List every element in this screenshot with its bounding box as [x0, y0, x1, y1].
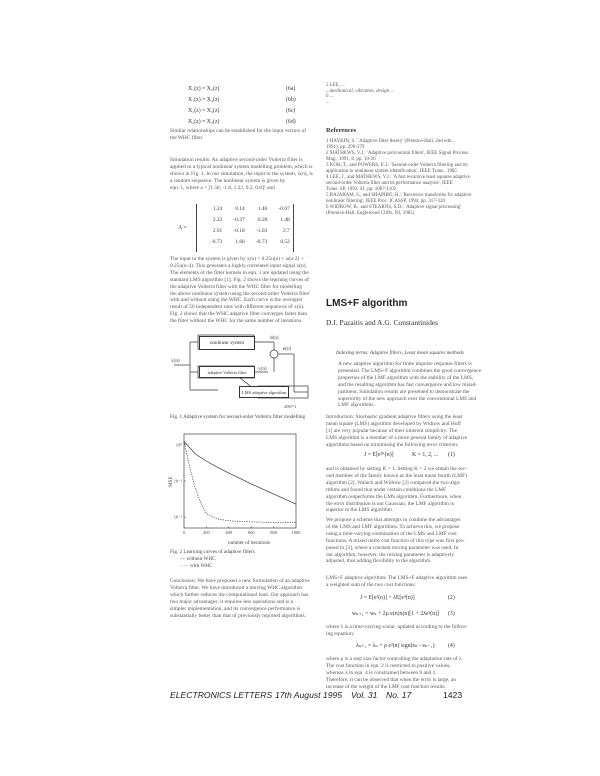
text-line: standard LMS algorithm [1]. Fig. 2 shows the learning curves of	[170, 276, 309, 283]
fig1-caption: Fig. 1 Adaptive system for second-order Volterra filter modelling	[170, 414, 306, 420]
text-line: The cost function in eqn. 2 is restricted to positive values,	[326, 662, 451, 669]
text-line: superior to the LMS algorithm.	[326, 507, 394, 514]
legend-with-whc: ····· with WHC	[180, 563, 213, 569]
text-line: LMS algorithm is a member of a more general family of adaptive	[326, 434, 468, 441]
text-line: which further reduces the computational load. Our approach has	[170, 591, 309, 598]
matrix-cell: 1.24	[212, 206, 223, 212]
input-label: x(n)	[171, 358, 180, 364]
text-line: applied to a typical nonlinear system modelling problem, which is	[170, 163, 313, 170]
reference-line: 1 HAYKIN, S.: 'Adaptive filter theory' (Prentice-Hall, 2nd edn.,	[326, 139, 454, 144]
text-line: functions. A mixed norm cost function of this type was first pro-	[326, 537, 465, 544]
text-line: a random sequence. The nonlinear system is given by	[170, 177, 286, 184]
text-line: the error distribution is not Gaussian, the LMF algorithm is	[326, 500, 454, 507]
text-line: increase of the weight of the LMF cost function results.	[326, 683, 446, 690]
text-line: the filter without the WHC for the same number of iterations.	[170, 318, 303, 325]
top-references	[326, 83, 460, 105]
equation-number: (6a)	[286, 86, 296, 92]
text-line: algorithm outperforms the LMS algorithm. Furthermore, when	[326, 493, 462, 500]
x-tick-label: 600	[247, 530, 255, 535]
text-line: The elements of the filter kernels in eqn. 1 are updated using the	[170, 269, 309, 276]
matrix-label: A =	[178, 225, 187, 231]
equation-2: J = E[e²(n)] + λE[e⁴(n)]	[360, 595, 415, 601]
x-tick-label: 400	[225, 530, 233, 535]
matrix-cell: -0.37	[233, 217, 245, 223]
reference-line: (Prentice-Hall, Englewood Cliffs, NJ, 1985)	[326, 211, 415, 216]
text-line: Similar relationships can be established for the input vectors of	[170, 128, 307, 134]
text-line: superiority of the new approach over the conventional LMS and	[338, 395, 477, 402]
text-line: Fig. 2 shows that the WHC adaptive filter converges faster than	[170, 311, 308, 318]
reference-line: 2 MATHEWS, V.J.: 'Adaptive polynomial filters', IEEE Signal Process.	[326, 151, 470, 156]
text-line: and the resulting algorithm has fast convergence and low misad-	[338, 381, 477, 388]
lmsf-paragraph	[326, 575, 468, 589]
text-line: Simulation results: An adaptive second-order Volterra filter is	[170, 157, 303, 163]
text-line: and is obtained by setting K = 1. Setting K = 2 we obtain the sec-	[326, 466, 467, 472]
x-axis-label: number of iterations	[228, 540, 271, 546]
reference-line: Trans. SP, 1993, 41, pp. 1087-1102	[326, 187, 397, 192]
equation-3: wₙ₊₁ = wₙ + 2μ e(n)x(n)[1 + 2λe²(n)]	[352, 611, 439, 617]
matrix-row	[197, 204, 293, 215]
text-line: The input to the system is given by x(n) = 0.25u(n) + u(n-2) +	[170, 256, 304, 262]
series-without-whc	[184, 441, 296, 504]
matrix-cell: 2.22	[212, 217, 223, 223]
intro-paragraph	[170, 128, 307, 142]
text-line: 0.25u(n-4). This generates a highly correlated input signal x(n).	[170, 262, 307, 269]
text-line: algorithm [2]. Walach and Widrow [2] compared the two algo-	[326, 479, 462, 486]
plot-frame	[184, 434, 296, 528]
text-line: eqn. 1, where a = [1.58, -1.8, 1.22, 0.2, 0.8]ᵀ and	[170, 184, 275, 191]
text-line: where ρ is a step size factor controlling the adaptation rate of λ.	[326, 656, 463, 662]
equation-number: (4)	[448, 643, 455, 649]
equation-6c: X₁(z) = X₂(z)	[188, 108, 220, 114]
text-line: of the LMS and LMF algorithms. To achieve this, we propose	[326, 523, 460, 530]
text-line: Therefore, it can be observed that when the error is large, an	[326, 676, 456, 683]
reference-line: 4 LEE, J., and MATHEWS, V.J.: 'A fast recursive least squares adaptive	[326, 175, 470, 180]
text-line: 5 LEE, ...	[326, 83, 345, 88]
text-line: 6 ...	[326, 94, 334, 100]
text-line: shown in Fig. 1. In our simulation, the input to the system, x(n), is	[170, 170, 313, 177]
matrix-cell: 0.28	[257, 217, 268, 223]
simulation-paragraph	[170, 157, 313, 192]
text-line: a weighted sum of the two cost functions:	[326, 581, 416, 588]
text-line: rithms and found that under certain conditions the LMF	[326, 486, 447, 493]
matrix-cell: 1.46	[257, 206, 268, 212]
right-column	[300, 0, 600, 776]
footer	[170, 690, 463, 702]
x-tick-label: 1000	[291, 530, 301, 535]
matrix-rows	[197, 204, 293, 248]
reference-line: 5 RAJARAM, S., and SHAPIRO, H.: 'Recursive transforms for adaptive	[326, 193, 472, 198]
desired-label: d(n)	[270, 335, 279, 341]
text-line: ond member of the family known as the least mean fourth (LMF)	[326, 472, 467, 479]
text-line: Conclusion: We have proposed a new formulation of an adaptive	[170, 578, 310, 584]
references-heading: References	[326, 127, 357, 134]
equation-number: (6b)	[286, 97, 296, 103]
matrix-row	[197, 226, 293, 237]
matrix-cell: -0.73	[256, 239, 268, 245]
matrix-cell: 0.14	[235, 206, 245, 212]
text-line: where λ is a time-varying scalar, updated according to the follow-	[326, 624, 468, 630]
equation-number: (1)	[448, 452, 455, 458]
equation-6d: X₂(z) = X₂(z)	[188, 119, 220, 125]
text-line: two major advantages: it requires less operations and is a	[170, 598, 293, 605]
simulation-paragraph-2	[170, 256, 310, 325]
introduction-paragraph	[326, 414, 468, 449]
text-line: A new adaptive algorithm for finite impulse response filters is	[338, 361, 472, 367]
x-tick-label: 800	[270, 530, 277, 535]
y-tick-label: 10⁻²	[173, 514, 182, 520]
volume: Vol. 31	[351, 690, 378, 700]
series-with-whc	[184, 441, 296, 522]
indexing-terms: Indexing terms: Adaptive filters, Least mean squares methods	[336, 350, 464, 356]
references-list	[326, 139, 472, 217]
reference-line: 6 WIDROW, B., and STEARNS, S.D.: 'Adaptive signal processing'	[326, 205, 462, 210]
legend-without-whc: — without WHC	[180, 556, 216, 562]
y-axis-label: MSE	[168, 476, 174, 487]
equation-1-condition: K = 1, 2, ...	[412, 452, 439, 458]
matrix-cell: 2.7	[283, 228, 290, 234]
matrix-cell: 0.52	[280, 239, 290, 245]
reference-line: second-order Volterra filter and its performance analysis', IEEE	[326, 181, 453, 186]
error-label: e(n)	[283, 346, 292, 352]
y-tick-label: 10⁰	[175, 442, 182, 448]
matrix-cell: 1.66	[235, 239, 245, 245]
page-number: 1423	[443, 690, 463, 700]
text-line: presented. The LMS+F algorithm combines the good convergence	[338, 367, 481, 374]
matrix-cell: -0.67	[278, 206, 290, 212]
text-line: LMS+F adaptive algorithm: The LMS+F adaptive algorithm uses	[326, 575, 468, 581]
text-line: properties of the LMF algorithm with the stability of the LMS,	[338, 374, 474, 381]
conclusion-paragraph	[170, 578, 310, 619]
paragraph-4	[326, 624, 468, 638]
paragraph-3	[326, 517, 465, 565]
matrix-row	[197, 237, 293, 248]
block-label: nonlinear system	[209, 340, 245, 346]
paragraph-5	[326, 656, 462, 691]
lms-algorithm-block	[239, 386, 289, 398]
equation-1: J = E[e²ᴷ(n)]	[364, 452, 394, 458]
block-label: LMS adaptive algorithm	[241, 389, 287, 395]
equation-number: (6c)	[286, 108, 296, 114]
journal-name: ELECTRONICS LETTERS	[170, 690, 273, 700]
text-line: result of 50 independent runs with different sequences of x(n).	[170, 304, 305, 311]
text-line: We propose a scheme that attempts to combine the advantages	[326, 517, 461, 523]
matrix-cell: 1.48	[280, 217, 290, 223]
matrix-cell: 2.91	[212, 228, 223, 234]
reference-line: application to nonlinear system identification', IEEE Trans., 1985	[326, 169, 457, 174]
matrix-cell: -0.73	[211, 239, 223, 245]
equation-6b: X₁(z) = X₂(z)	[188, 97, 220, 103]
output-label: y(n)	[258, 366, 267, 372]
text-line: simpler implementation, and its convergence performance is	[170, 605, 301, 612]
adaptive-filter-block	[199, 366, 255, 378]
text-line: whereas λ in eqn. 4 is constrained between 0 and 1.	[326, 669, 437, 676]
reference-line: nonlinear filtering', IEEE Proc. ICASSP, 1994, pp. 317-320	[326, 199, 445, 204]
fig2-caption: Fig. 2 Learning curves of adaptive filters	[170, 549, 255, 555]
paragraph-2	[326, 466, 467, 514]
text-line: our algorithm, however, the mixing parameter is adaptively	[326, 551, 455, 558]
text-line: Volterra filter. We have introduced a moving WHC algorithm	[170, 584, 303, 591]
text-line: ...mechanical, vibration, design ...	[326, 88, 395, 94]
reference-line: 3 KOH, T., and POWERS, E.J.: 'Second-order Volterra filtering and its	[326, 163, 468, 168]
figure-ref: 2067/1	[284, 404, 297, 409]
abstract	[338, 361, 481, 409]
article-authors: D.I. Pazaitis and A.G. Constantinides	[326, 318, 439, 327]
text-line: with and without using the WHC. Each curve is the averaged	[170, 297, 302, 304]
matrix	[196, 204, 294, 252]
equation-6a: X₁(z) = X₂(z)	[188, 86, 220, 92]
matrix-row	[197, 215, 293, 226]
text-line: [1] are very popular because of their inherent simplicity. The	[326, 427, 457, 434]
equation-number: (3)	[448, 611, 455, 617]
equation-number: (2)	[448, 595, 455, 601]
text-line: justment. Simulation results are presented to demonstrate the	[338, 388, 470, 395]
issue-date: 17th August 1995	[275, 690, 343, 700]
matrix-cell: -0.18	[233, 228, 245, 234]
text-line: ing equation:	[326, 630, 355, 637]
reference-line: Mag., 1991, 8, pp. 10-26	[326, 157, 376, 162]
text-line: posed in [3], where a constant mixing parameter was used. In	[326, 544, 459, 551]
text-line: using a time-varying combination of the LMS and LMF cost	[326, 530, 457, 537]
equation-4: λₙ₊₁ = λₙ + ρ e²(n) sign(eₙ - eₙ₋₁)	[356, 643, 435, 649]
equation-number: (6d)	[286, 119, 296, 125]
nonlinear-system-block	[199, 336, 255, 350]
reference-line: 1991), pp. 299-379	[326, 145, 365, 150]
text-line: the WHC filter.	[170, 134, 204, 141]
text-line: ...	[326, 99, 330, 105]
text-line: Introduction: Stochastic gradient adaptive filters using the least	[326, 414, 463, 420]
text-line: adjusted, thus adding flexibility to the algorithm.	[326, 558, 432, 565]
matrix-cell: -1.03	[256, 228, 268, 234]
learning-curve-chart	[170, 430, 302, 542]
y-tick-label: 10⁻¹	[173, 478, 182, 484]
text-line: substantially better than that of previously reported algorithms.	[170, 612, 306, 619]
text-line: algorithms based on minimising the following error criterion:	[326, 441, 459, 448]
text-line: the adaptive Volterra filter with the WHC filter for modelling	[170, 283, 302, 290]
text-line: mean square (LMS) algorithm developed by Widrow and Hoff	[326, 420, 461, 427]
text-line: LMF algorithms.	[338, 402, 375, 409]
text-line: the above nonlinear system using the second-order Volterra filter	[170, 290, 310, 297]
x-tick-label: 200	[203, 530, 210, 535]
issue-number: No. 17	[386, 690, 412, 700]
article-title: LMS+F algorithm	[326, 298, 408, 309]
x-tick-label: 0	[182, 530, 186, 535]
block-label: adaptive Volterra filter	[207, 369, 247, 375]
